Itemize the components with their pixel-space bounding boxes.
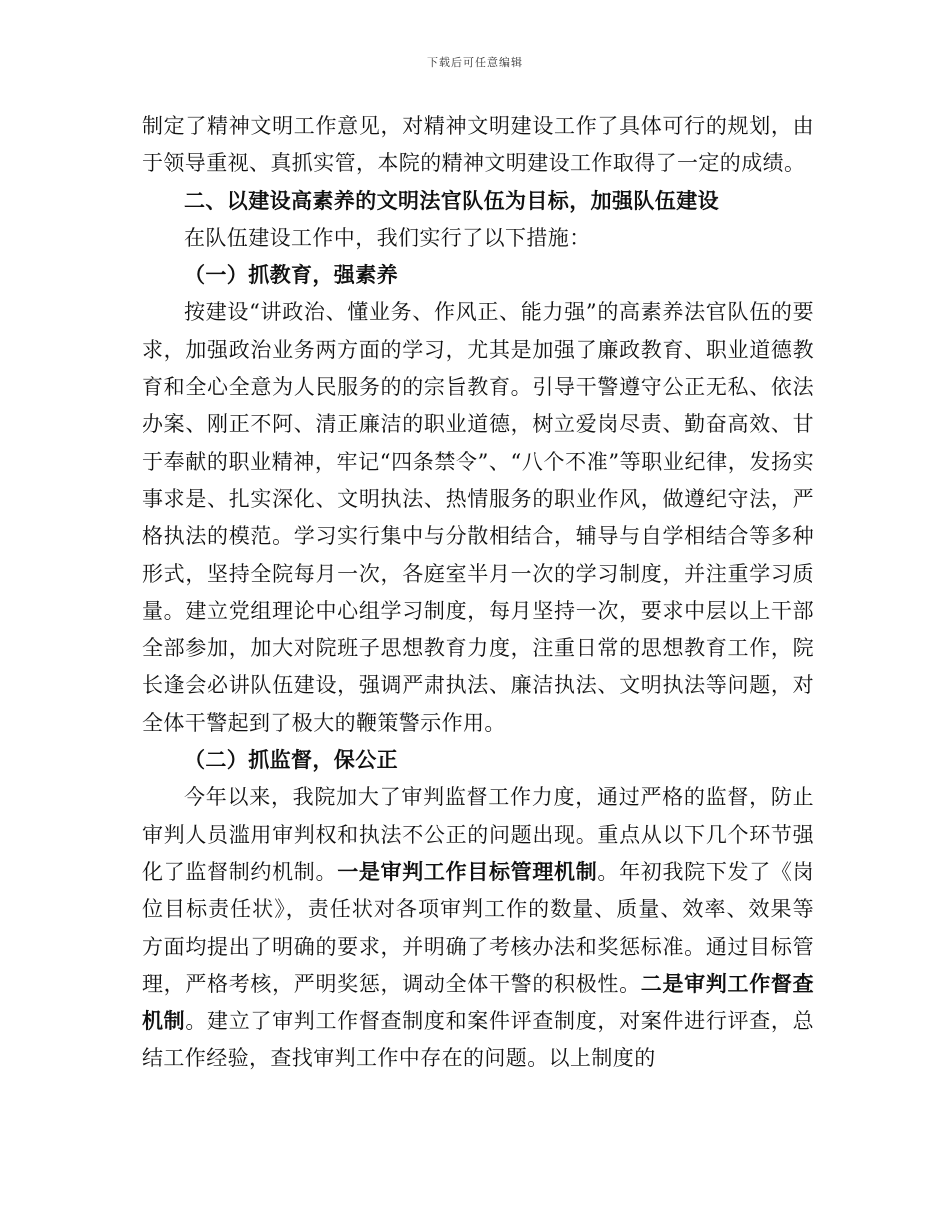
subsection-heading-supervision: （二）抓监督，保公正 [184, 748, 398, 773]
paragraph-supervision [142, 779, 814, 1077]
mechanism-one-label: 一是审判工作目标管理机制 [337, 859, 598, 884]
mechanism-two-text: 。建立了审判工作督查制度和案件评查制度，对案件进行评查，总结工作经验，查找审判工作中存在的问题。以上制度的 [142, 1009, 814, 1071]
section-heading-2: 二、以建设高素养的文明法官队伍为目标，加强队伍建设 [184, 188, 719, 213]
paragraph-continuation: 制定了精神文明工作意见，对精神文明建设工作了具体可行的规划，由于领导重视、真抓实管，本院的精神文明建设工作取得了一定的成绩。 [142, 114, 814, 176]
document-body [142, 108, 814, 1078]
paragraph-intro: 在队伍建设工作中，我们实行了以下措施： [184, 225, 591, 250]
mechanism-two-label: 二是审判工作督查机制 [142, 971, 815, 1034]
paragraph-education: 按建设“讲政治、懂业务、作风正、能力强”的高素养法官队伍的要求，加强政治业务两方面的学习，尤其是加强了廉政教育、职业道德教育和全心全意为人民服务的的宗旨教育。引导干警遵守公正无私、依法办案、刚正不阿、清正廉洁的职业道德，树立爱岗尽责、勤奋高效、甘于奉献的职业精神，牢记“四条禁令”、“八个不准”等职业纪律，发扬实事求是、扎实深化、文明执法、热情服务的职业作风，做遵纪守法，严格执法的模范。学习实行集中与分散相结合，辅导与自学相结合等多种形式，坚持全院每月一次，各庭室半月一次的学习制度，并注重学习质量。建立党组理论中心组学习制度，每月坚持一次，要求中层以上干部全部参加，加大对院班子思想教育力度，注重日常的思想教育工作，院长逢会必讲队伍建设，强调严肃执法、廉洁执法、文明执法等问题，对全体干警起到了极大的鞭策警示作用。 [142, 300, 814, 735]
mechanism-one-text: 。年初我院下发了《岗位目标责任状》，责任状对各项审判工作的数量、质量、效率、效果等方面均提出了明确的要求，并明确了考核办法和奖惩标准。通过目标管理，严格考核，严明奖惩，调动全体干警的积极性。 [142, 859, 814, 996]
supervision-text-intro: 今年以来，我院加大了审判监督工作力度，通过严格的监督，防止审判人员滥用审判权和执法不公正的问题出现。重点从以下几个环节强化了监督制约机制。 [142, 785, 814, 884]
subsection-heading-education: （一）抓教育，强素养 [184, 263, 398, 288]
page-header-note: 下载后可任意编辑 [427, 56, 523, 69]
